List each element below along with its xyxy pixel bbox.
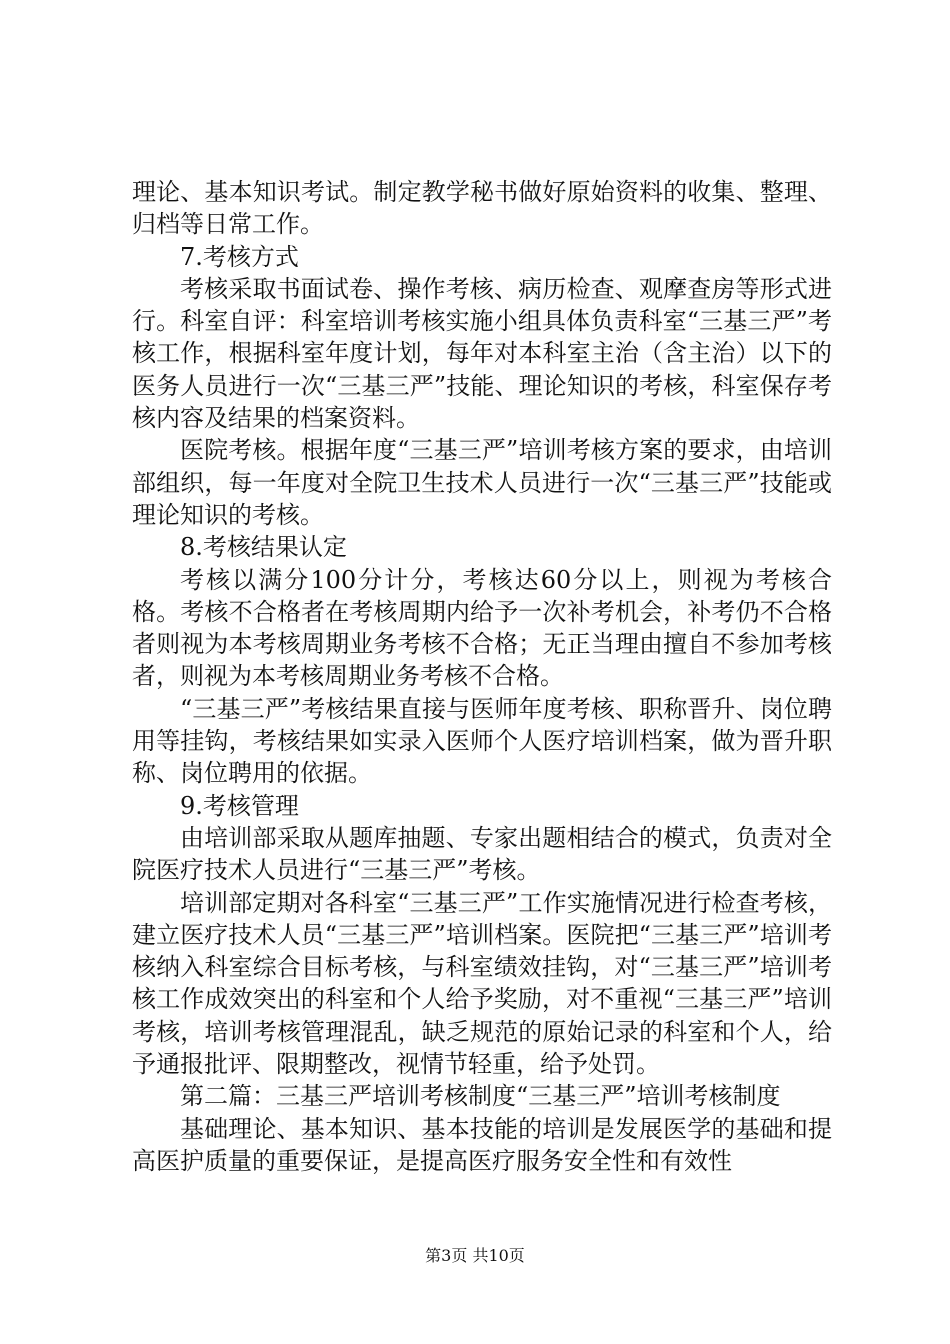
paragraph: 医院考核。根据年度“三基三严”培训考核方案的要求，由培训部组织，每一年度对全院卫生技术人员进行一次“三基三严”技能或理论知识的考核。: [132, 436, 832, 529]
section-heading-9: 9.考核管理: [180, 791, 299, 820]
paragraph: 由培训部采取从题库抽题、专家出题相结合的模式，负责对全院医疗技术人员进行“三基三严”考核。: [132, 823, 832, 885]
document-body: [132, 176, 832, 1177]
paragraph: 考核采取书面试卷、操作考核、病历检查、观摩查房等形式进行。科室自评：科室培训考核实施小组具体负责科室“三基三严”考核工作，根据科室年度计划，每年对本科室主治（含主治）以下的医务人员进行一次“三基三严”技能、理论知识的考核，科室保存考核内容及结果的档案资料。: [132, 274, 832, 433]
paragraph: 考核以满分100分计分，考核达60分以上，则视为考核合格。考核不合格者在考核周期内给予一次补考机会，补考仍不合格者则视为本考核周期业务考核不合格；无正当理由擅自不参加考核者，则视为本考核周期业务考核不合格。: [132, 565, 832, 691]
section-heading-7: 7.考核方式: [180, 242, 299, 271]
paragraph: “三基三严”考核结果直接与医师年度考核、职称晋升、岗位聘用等挂钩，考核结果如实录入医师个人医疗培训档案，做为晋升职称、岗位聘用的依据。: [132, 694, 832, 788]
paragraph: 基础理论、基本知识、基本技能的培训是发展医学的基础和提高医护质量的重要保证，是提高医疗服务安全性和有效性: [132, 1114, 832, 1175]
section-heading-8: 8.考核结果认定: [180, 533, 347, 562]
chapter-heading: 第二篇：三基三严培训考核制度“三基三严”培训考核制度: [180, 1082, 781, 1111]
paragraph-continuation: 理论、基本知识考试。制定教学秘书做好原始资料的收集、整理、归档等日常工作。: [132, 178, 832, 239]
paragraph: 培训部定期对各科室“三基三严”工作实施情况进行检查考核，建立医疗技术人员“三基三严”培训档案。医院把“三基三严”培训考核纳入科室综合目标考核，与科室绩效挂钩，对“三基三严”培训考核工作成效突出的科室和个人给予奖励，对不重视“三基三严”培训考核，培训考核管理混乱，缺乏规范的原始记录的科室和个人，给予通报批评、限期整改，视情节轻重，给予处罚。: [132, 888, 832, 1079]
page-footer: 第3页 共10页: [425, 1246, 525, 1265]
